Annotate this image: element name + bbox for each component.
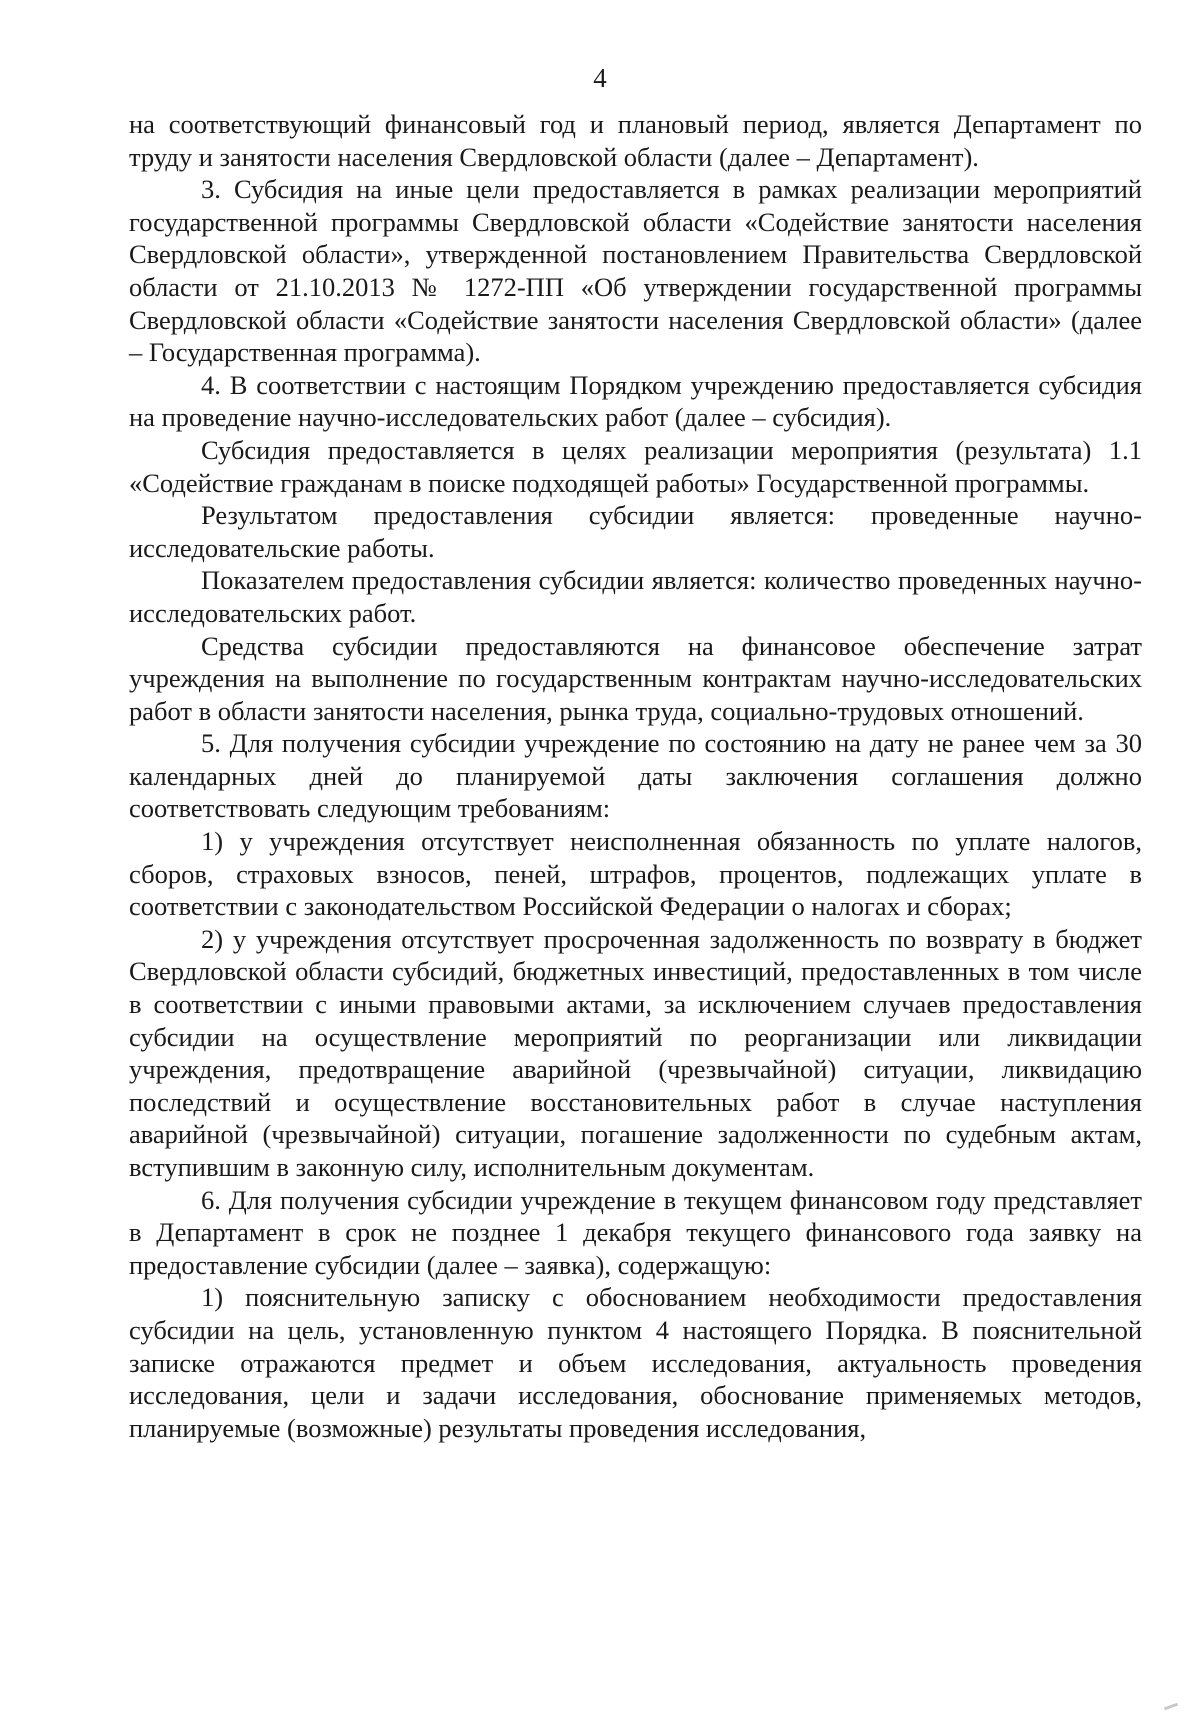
paragraph-subsidy-indicator: Показателем предоставления субсидии является: количество проведенных научно-исследовательских работ.	[129, 565, 1142, 628]
document-body	[129, 108, 1142, 1444]
page-number: 4	[593, 63, 607, 93]
paragraph-item-6: 6. Для получения субсидии учреждение в текущем финансовом году представляет в Департамент в срок не позднее 1 декабря текущего финансового года заявку на предоставление субсидии (далее – заявка), содержащую:	[129, 1184, 1142, 1280]
paragraph-subsidy-funds: Средства субсидии предоставляются на финансовое обеспечение затрат учреждения на выполнение по государственным контрактам научно-исследовательских работ в области занятости населения, рынка труда, социально-трудовых отношений.	[129, 630, 1142, 726]
paragraph-continuation: на соответствующий финансовый год и плановый период, является Департамент по труду и занятости населения Свердловской области (далее – Департамент).	[129, 109, 1142, 172]
paragraph-item-5-2: 2) у учреждения отсутствует просроченная задолженность по возврату в бюджет Свердловской области субсидий, бюджетных инвестиций, предоставленных в том числе в соответствии с иными правовыми актами, за исключением случаев предоставления субсидии на осуществление мероприятий по реорганизации или ликвидации учреждения, предотвращение аварийной (чрезвычайной) ситуации, ликвидацию последствий и осуществление восстановительных работ в случае наступления аварийной (чрезвычайной) ситуации, погашение задолженности по судебным актам, вступившим в законную силу, исполнительным документам.	[129, 923, 1142, 1182]
paragraph-item-5-1: 1) у учреждения отсутствует неисполненная обязанность по уплате налогов, сборов, страховых взносов, пеней, штрафов, процентов, подлежащих уплате в соответствии с законодательством Российской Федерации о налогах и сборах;	[129, 826, 1142, 922]
paragraph-item-4: 4. В соответствии с настоящим Порядком учреждению предоставляется субсидия на проведение научно-исследовательских работ (далее – субсидия).	[129, 369, 1142, 433]
paragraph-item-6-1: 1) пояснительную записку с обоснованием необходимости предоставления субсидии на цель, установленную пунктом 4 настоящего Порядка. В пояснительной записке отражаются предмет и объем исследования, актуальность проведения исследования, цели и задачи исследования, обоснование применяемых методов, планируемые (возможные) результаты проведения исследования,	[129, 1282, 1142, 1443]
paragraph-subsidy-purpose: Субсидия предоставляется в целях реализации мероприятия (результата) 1.1 «Содействие гражданам в поиске подходящей работы» Государственной программы.	[129, 434, 1142, 498]
paragraph-subsidy-result: Результатом предоставления субсидии является: проведенные научно-исследовательские работы.	[129, 500, 1142, 563]
paragraph-item-5: 5. Для получения субсидии учреждение по состоянию на дату не ранее чем за 30 календарных дней до планируемой даты заключения соглашения должно соответствовать следующим требованиям:	[129, 728, 1142, 824]
scan-artifact	[1164, 1703, 1178, 1711]
paragraph-item-3: 3. Субсидия на иные цели предоставляется в рамках реализации мероприятий государственной программы Свердловской области «Содействие занятости населения Свердловской области», утвержденной постановлением Правительства Свердловской области от 21.10.2013 № 1272-ПП «Об утверждении государственной программы Свердловской области «Содействие занятости населения Свердловской области» (далее – Государственная программа).	[129, 174, 1142, 368]
